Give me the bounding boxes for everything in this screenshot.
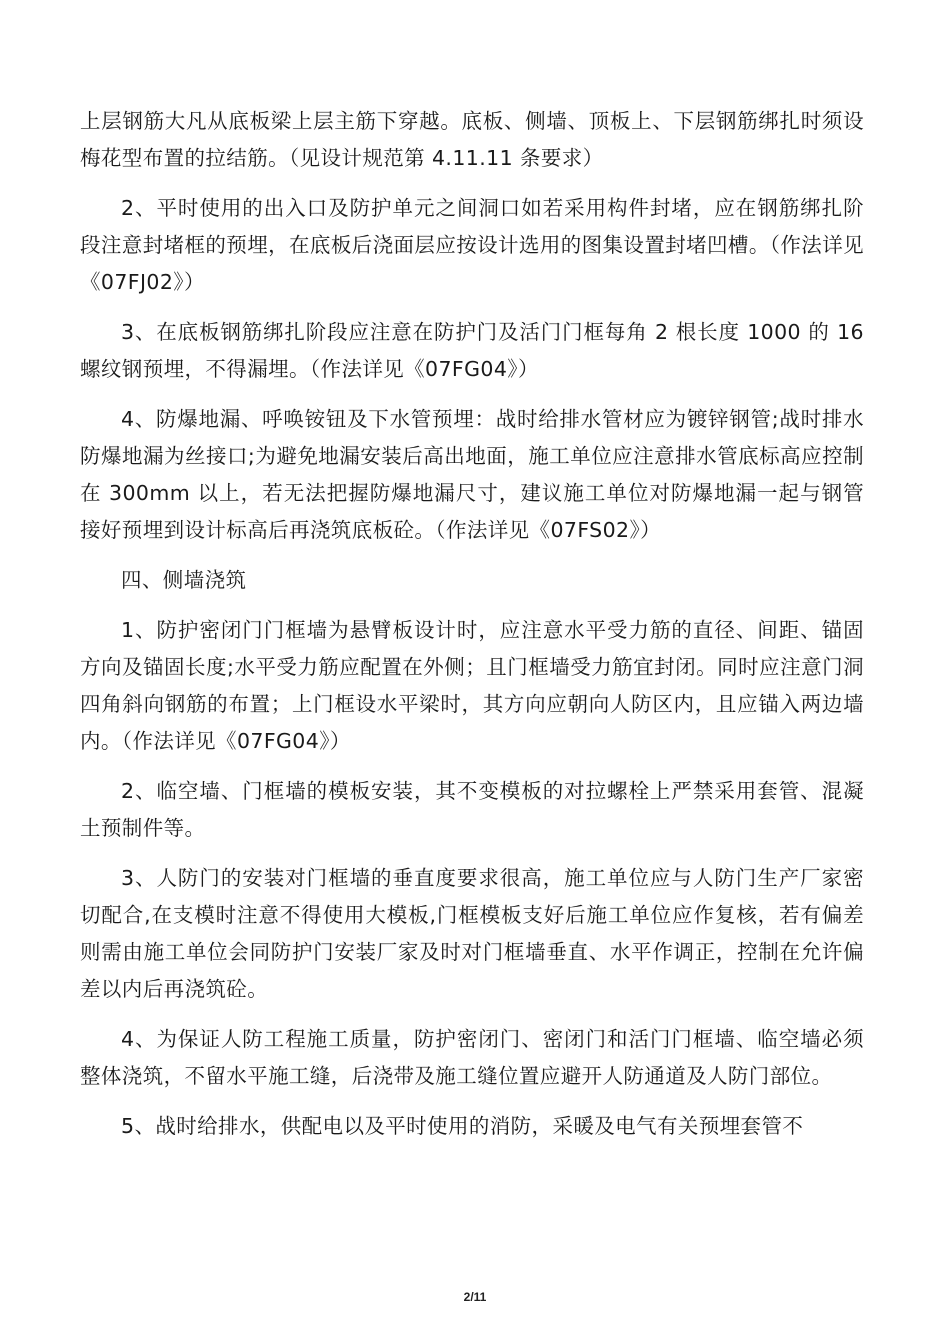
paragraph-wall-item-1: 1、防护密闭门门框墙为悬臂板设计时，应注意水平受力筋的直径、间距、锚固方向及锚固长度;水平受力筋应配置在外侧；且门框墙受力筋宜封闭。同时应注意门洞四角斜向钢筋的布置；上门框设水平梁时，其方向应朝向人防区内，且应锚入两边墙内。（作法详见《07FG04》） — [80, 618, 864, 753]
paragraph-wall-item-3: 3、人防门的安装对门框墙的垂直度要求很高，施工单位应与人防门生产厂家密切配合,在支模时注意不得使用大模板,门框模板支好后施工单位应作复核，若有偏差则需由施工单位会同防护门安装厂家及时对门框墙垂直、水平作调正，控制在允许偏差以内后再浇筑砼。 — [80, 866, 864, 1001]
document-body — [80, 103, 864, 1158]
paragraph-wall-item-2: 2、临空墙、门框墙的模板安装，其不变模板的对拉螺栓上严禁采用套管、混凝土预制件等。 — [80, 779, 864, 840]
section-heading-side-wall: 四、侧墙浇筑 — [121, 568, 247, 592]
paragraph-item-4-floor-drain: 4、防爆地漏、呼唤铵钮及下水管预埋：战时给排水管材应为镀锌钢管;战时排水防爆地漏为丝接口;为避免地漏安装后高出地面，施工单位应注意排水管底标高应控制在 300mm 以上，若无法把握防爆地漏尺寸，建议施工单位对防爆地漏一起与钢管接好预埋到设计标高后再浇筑底板砼。（作法详见《07FS02》） — [80, 407, 864, 542]
page-number: 2/11 — [463, 1290, 487, 1304]
paragraph-item-2-openings: 2、平时使用的出入口及防护单元之间洞口如若采用构件封堵，应在钢筋绑扎阶段注意封堵框的预埋，在底板后浇面层应按设计选用的图集设置封堵凹槽。（作法详见《07FJ02》） — [80, 196, 864, 294]
paragraph-continuation: 上层钢筋大凡从底板梁上层主筋下穿越。底板、侧墙、顶板上、下层钢筋绑扎时须设梅花型布置的拉结筋。（见设计规范第 4.11.11 条要求） — [80, 109, 864, 170]
paragraph-wall-item-5: 5、战时给排水，供配电以及平时使用的消防，采暖及电气有关预埋套管不 — [121, 1114, 804, 1138]
paragraph-wall-item-4: 4、为保证人防工程施工质量，防护密闭门、密闭门和活门门框墙、临空墙必须整体浇筑，不留水平施工缝，后浇带及施工缝位置应避开人防通道及人防门部位。 — [80, 1027, 864, 1088]
paragraph-item-3-door-frame-rebar: 3、在底板钢筋绑扎阶段应注意在防护门及活门门框每角 2 根长度 1000 的 16 螺纹钢预埋，不得漏埋。（作法详见《07FG04》） — [80, 320, 864, 381]
